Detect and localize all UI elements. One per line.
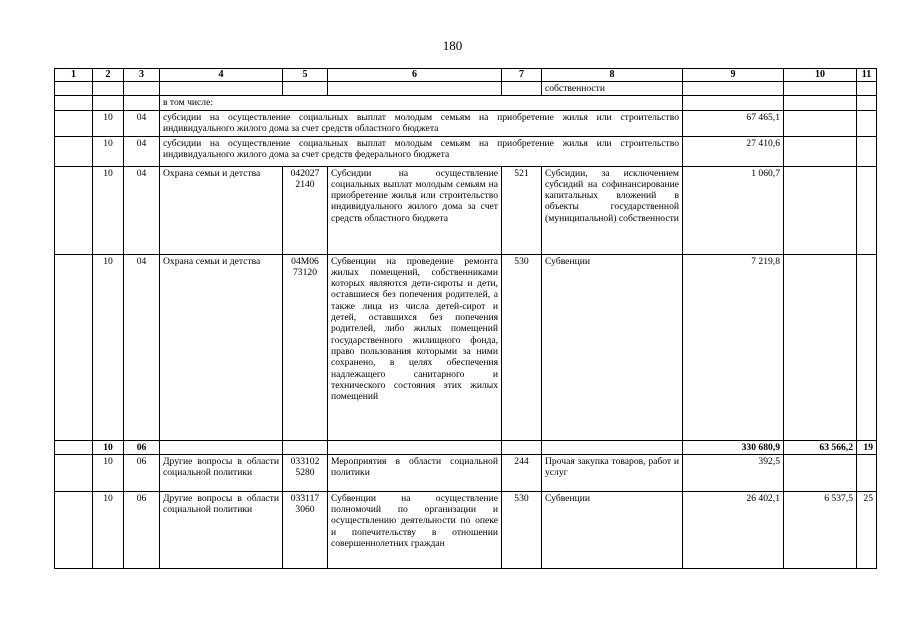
cell: 04	[124, 136, 160, 166]
cell: Мероприятия в области социальной политики	[328, 454, 502, 491]
cell	[93, 82, 124, 96]
column-header: 5	[283, 69, 328, 82]
cell	[784, 454, 857, 491]
cell: Другие вопросы в области социальной политики	[160, 491, 283, 568]
cell: собственности	[542, 82, 683, 96]
cell	[283, 82, 328, 96]
cell: 06	[124, 440, 160, 454]
cell	[784, 254, 857, 440]
cell: субсидии на осуществление социальных выплат молодым семьям на приобретение жилья или строительство индивидуального жилого дома за счет средств областного бюджета	[160, 110, 683, 136]
cell	[55, 82, 93, 96]
cell	[502, 440, 542, 454]
cell: 63 566,2	[784, 440, 857, 454]
cell	[328, 82, 502, 96]
cell	[124, 82, 160, 96]
cell: 10	[93, 454, 124, 491]
cell	[857, 254, 877, 440]
cell: Субвенции на осуществление полномочий по организации и осуществлению деятельности по опеке и попечительству в отношении совершеннолетних граждан	[328, 491, 502, 568]
cell: Субсидии на осуществление социальных выплат молодым семьям на приобретение жилья или строительство индивидуального жилого дома за счет средств областного бюджета	[328, 166, 502, 254]
table-row	[55, 254, 877, 440]
column-header: 10	[784, 69, 857, 82]
cell: 25	[857, 491, 877, 568]
cell	[55, 491, 93, 568]
cell: 27 410,6	[683, 136, 784, 166]
cell: 530	[502, 491, 542, 568]
cell	[857, 454, 877, 491]
cell: 06	[124, 454, 160, 491]
cell: Охрана семьи и детства	[160, 166, 283, 254]
cell	[784, 136, 857, 166]
cell: 10	[93, 166, 124, 254]
cell: Охрана семьи и детства	[160, 254, 283, 440]
column-header: 3	[124, 69, 160, 82]
cell	[55, 166, 93, 254]
cell	[857, 82, 877, 96]
table-row	[55, 166, 877, 254]
cell: Субвенции	[542, 254, 683, 440]
cell	[784, 166, 857, 254]
cell: 6 537,5	[784, 491, 857, 568]
cell	[55, 136, 93, 166]
cell	[124, 96, 160, 110]
table-row	[55, 454, 877, 491]
cell	[542, 440, 683, 454]
cell	[55, 454, 93, 491]
column-header: 8	[542, 69, 683, 82]
cell	[55, 96, 93, 110]
column-header: 11	[857, 69, 877, 82]
table-row	[55, 136, 877, 166]
cell: 033102 5280	[283, 454, 328, 491]
cell: 042027 2140	[283, 166, 328, 254]
cell: субсидии на осуществление социальных выплат молодым семьям на приобретение жилья или строительство индивидуального жилого дома за счет средств федерального бюджета	[160, 136, 683, 166]
budget-table	[54, 68, 877, 569]
table-row	[55, 110, 877, 136]
column-header: 2	[93, 69, 124, 82]
cell	[784, 96, 857, 110]
cell	[683, 96, 784, 110]
cell: 67 465,1	[683, 110, 784, 136]
cell: 392,5	[683, 454, 784, 491]
page-number: 180	[442, 38, 463, 53]
cell: 06	[124, 491, 160, 568]
cell: Другие вопросы в области социальной политики	[160, 454, 283, 491]
table-header-row	[55, 69, 877, 82]
cell	[283, 440, 328, 454]
cell: Субвенции	[542, 491, 683, 568]
column-header: 1	[55, 69, 93, 82]
cell: 04	[124, 166, 160, 254]
column-header: 4	[160, 69, 283, 82]
column-header: 9	[683, 69, 784, 82]
cell: 10	[93, 110, 124, 136]
column-header: 6	[328, 69, 502, 82]
table-row	[55, 96, 877, 110]
cell: Субвенции на проведение ремонта жилых помещений, собственниками которых являются дети-сироты и дети, оставшиеся без попечения родителей, а также лица из числа детей-сирот и детей, оставшихся без попечения родителей, либо жилых помещений государственного жилищного фонда, право пользования которыми за ними сохранено, в целях обеспечения надлежащего санитарного и технического состояния этих жилых помещений	[328, 254, 502, 440]
cell	[857, 110, 877, 136]
cell: Субсидии, за исключением субсидий на софинансирование капитальных вложений в объекты государственной (муниципальной) собственности	[542, 166, 683, 254]
cell: 04	[124, 254, 160, 440]
cell: 244	[502, 454, 542, 491]
cell: 033117 3060	[283, 491, 328, 568]
cell	[55, 110, 93, 136]
cell	[784, 110, 857, 136]
cell	[857, 96, 877, 110]
cell: 04М06 73120	[283, 254, 328, 440]
cell: 19	[857, 440, 877, 454]
column-header: 7	[502, 69, 542, 82]
cell	[160, 82, 283, 96]
cell: 04	[124, 110, 160, 136]
cell	[502, 82, 542, 96]
cell: 26 402,1	[683, 491, 784, 568]
cell	[55, 254, 93, 440]
cell	[160, 440, 283, 454]
cell: 1 060,7	[683, 166, 784, 254]
cell: 330 680,9	[683, 440, 784, 454]
cell: 10	[93, 254, 124, 440]
cell	[857, 136, 877, 166]
cell: 7 219,8	[683, 254, 784, 440]
cell	[857, 166, 877, 254]
cell: 521	[502, 166, 542, 254]
table-row	[55, 491, 877, 568]
table-row	[55, 82, 877, 96]
cell: 10	[93, 491, 124, 568]
cell	[55, 440, 93, 454]
table-row	[55, 440, 877, 454]
cell	[93, 96, 124, 110]
cell: Прочая закупка товаров, работ и услуг	[542, 454, 683, 491]
cell	[784, 82, 857, 96]
cell	[683, 82, 784, 96]
cell: 10	[93, 440, 124, 454]
cell	[328, 440, 502, 454]
cell: 530	[502, 254, 542, 440]
cell: в том числе:	[160, 96, 683, 110]
cell: 10	[93, 136, 124, 166]
